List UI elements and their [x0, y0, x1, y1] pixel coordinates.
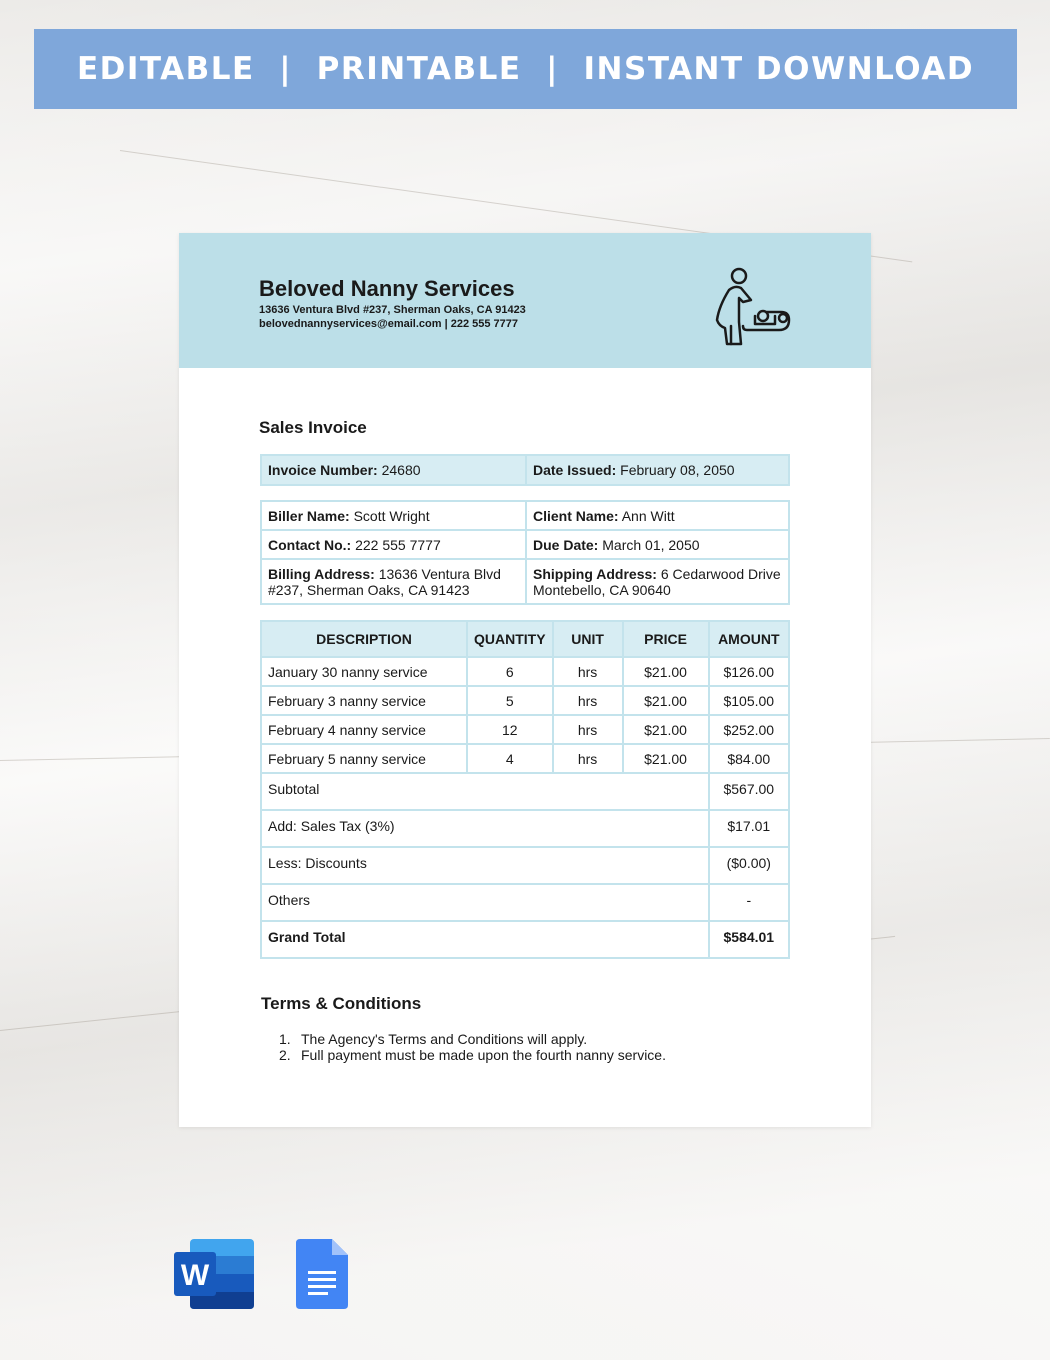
billing-address-cell: Billing Address: 13636 Ventura Blvd #237, Sherman Oaks, CA 91423	[261, 559, 526, 604]
contact-cell: Contact No.: 222 555 7777	[261, 530, 526, 559]
grand-total-row	[261, 921, 789, 958]
invoice-id-table	[260, 454, 790, 486]
invoice-title: Sales Invoice	[259, 418, 367, 437]
invoice-number: 24680	[381, 462, 421, 478]
others-row	[261, 884, 789, 921]
microsoft-word-icon[interactable]	[174, 1239, 254, 1309]
others-label: Others	[261, 884, 709, 921]
items-table	[260, 620, 790, 959]
table-row	[261, 715, 789, 744]
contact-number: 222 555 7777	[355, 536, 441, 553]
date-issued: February 08, 2050	[620, 462, 735, 478]
discount-row	[261, 847, 789, 884]
others-value: -	[709, 884, 789, 921]
date-issued-cell: Date Issued: February 08, 2050	[526, 455, 789, 485]
item-quantity: 4	[467, 744, 553, 773]
column-header: AMOUNT	[709, 621, 789, 657]
subtotal-value: $567.00	[709, 773, 789, 810]
biller-name: Scott Wright	[353, 507, 430, 524]
discount-value: ($0.00)	[709, 847, 789, 884]
subtotal-label: Subtotal	[261, 773, 709, 810]
subtotal-row	[261, 773, 789, 810]
item-price: $21.00	[623, 744, 709, 773]
promo-banner	[34, 29, 1017, 109]
column-header: PRICE	[623, 621, 709, 657]
item-unit: hrs	[553, 657, 623, 686]
company-contact: belovednannyservices@email.com | 222 555 7777	[259, 318, 519, 330]
billing-address: 13636 Ventura Blvd #237, Sherman Oaks, CA 91423	[268, 565, 501, 598]
word-icon-letter: W	[180, 1259, 210, 1292]
billing-info-table	[260, 500, 790, 605]
item-price: $21.00	[623, 686, 709, 715]
column-header: QUANTITY	[467, 621, 553, 657]
tax-label: Add: Sales Tax (3%)	[261, 810, 709, 847]
table-row	[261, 686, 789, 715]
column-header: DESCRIPTION	[261, 621, 467, 657]
item-quantity: 12	[467, 715, 553, 744]
shipping-address-cell: Shipping Address: 6 Cedarwood Drive Montebello, CA 90640	[526, 559, 789, 604]
grand-total-label: Grand Total	[261, 921, 709, 958]
terms-title: Terms & Conditions	[261, 994, 422, 1013]
tax-row	[261, 810, 789, 847]
item-unit: hrs	[553, 715, 623, 744]
client-cell: Client Name: Ann Witt	[526, 501, 789, 530]
item-amount: $105.00	[709, 686, 789, 715]
list-number: 1.	[279, 1031, 291, 1047]
tax-value: $17.01	[709, 810, 789, 847]
item-description: January 30 nanny service	[261, 657, 467, 686]
item-description: February 5 nanny service	[261, 744, 467, 773]
item-price: $21.00	[623, 715, 709, 744]
document-header	[179, 233, 871, 368]
item-price: $21.00	[623, 657, 709, 686]
due-date: March 01, 2050	[602, 536, 700, 553]
terms-list	[279, 1031, 666, 1063]
list-item	[279, 1047, 666, 1063]
table-row	[261, 744, 789, 773]
list-item	[279, 1031, 666, 1047]
column-header: UNIT	[553, 621, 623, 657]
item-description: February 4 nanny service	[261, 715, 467, 744]
item-unit: hrs	[553, 744, 623, 773]
table-row	[261, 657, 789, 686]
item-amount: $252.00	[709, 715, 789, 744]
list-text: Full payment must be made upon the fourth nanny service.	[301, 1047, 666, 1063]
banner-text: EDITABLE | PRINTABLE | INSTANT DOWNLOAD	[76, 51, 975, 87]
item-amount: $84.00	[709, 744, 789, 773]
client-name: Ann Witt	[621, 507, 675, 524]
list-number: 2.	[279, 1047, 291, 1063]
invoice-number-cell: Invoice Number: 24680	[261, 455, 526, 485]
company-address: 13636 Ventura Blvd #237, Sherman Oaks, CA 91423	[259, 304, 526, 316]
item-quantity: 5	[467, 686, 553, 715]
list-text: The Agency's Terms and Conditions will apply.	[301, 1031, 588, 1047]
discount-label: Less: Discounts	[261, 847, 709, 884]
grand-total-value: $584.01	[709, 921, 789, 958]
item-quantity: 6	[467, 657, 553, 686]
biller-cell: Biller Name: Scott Wright	[261, 501, 526, 530]
shipping-address: 6 Cedarwood Drive Montebello, CA 90640	[533, 565, 781, 598]
google-docs-icon[interactable]	[296, 1239, 348, 1309]
nanny-baby-icon	[707, 266, 793, 346]
items-header-row	[261, 621, 789, 657]
due-date-cell: Due Date: March 01, 2050	[526, 530, 789, 559]
item-unit: hrs	[553, 686, 623, 715]
item-description: February 3 nanny service	[261, 686, 467, 715]
invoice-document	[179, 233, 871, 1127]
item-amount: $126.00	[709, 657, 789, 686]
company-name: Beloved Nanny Services	[259, 276, 515, 301]
